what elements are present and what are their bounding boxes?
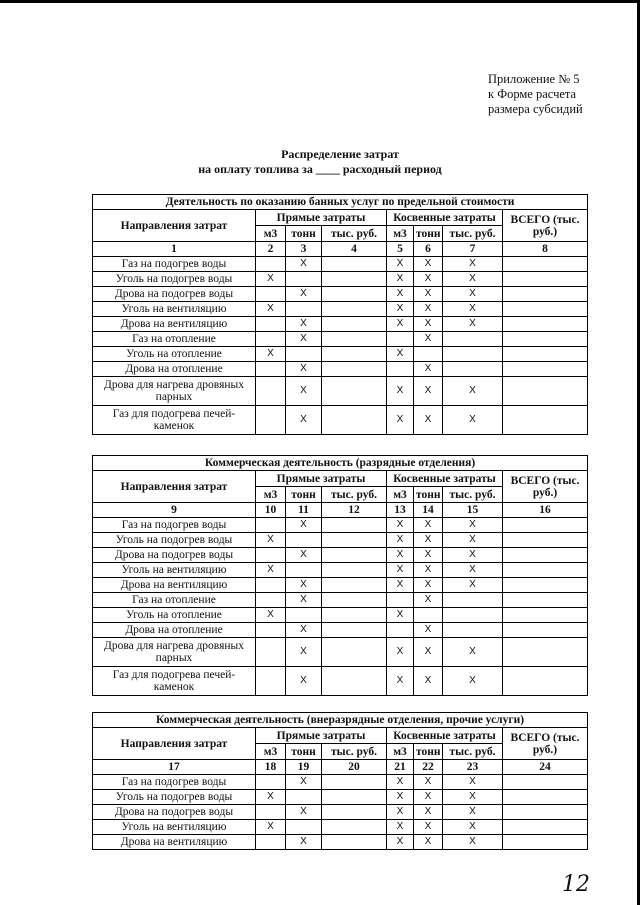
cell-tons: Х [286,257,322,272]
cell-i-rub: Х [443,257,503,272]
row-direction-label: Дрова на вентиляцию [93,578,256,593]
cell-i-tons: Х [414,332,443,347]
cell-i-tons: Х [414,667,443,696]
cell-tons [286,533,322,548]
cell-i-m3 [387,332,414,347]
cell-total [503,835,588,850]
cell-rub [322,317,387,332]
cell-total [503,608,588,623]
cell-i-tons: Х [414,593,443,608]
thousand-rub-header: тыс. руб. [443,744,503,760]
total-header: ВСЕГО (тыс. руб.) [503,471,588,503]
row-direction-label: Уголь на подогрев воды [93,790,256,805]
direct-costs-header: Прямые затраты [256,210,387,226]
cell-i-m3: Х [387,805,414,820]
table-row [93,518,588,533]
cell-i-rub [443,608,503,623]
cell-i-m3: Х [387,820,414,835]
cell-total [503,533,588,548]
cell-total [503,638,588,667]
thousand-rub-header: тыс. руб. [322,744,387,760]
cell-tons: Х [286,287,322,302]
cell-i-rub: Х [443,272,503,287]
tons-header: тонн [414,226,443,242]
cell-i-m3: Х [387,578,414,593]
table-row [93,623,588,638]
cell-i-tons: Х [414,548,443,563]
cell-i-m3: Х [387,287,414,302]
m3-header: м3 [387,226,414,242]
cell-tons: Х [286,332,322,347]
cell-i-rub: Х [443,287,503,302]
cell-tons [286,790,322,805]
cell-i-m3: Х [387,533,414,548]
column-number: 22 [414,760,443,775]
cell-i-m3: Х [387,608,414,623]
thousand-rub-header: тыс. руб. [322,226,387,242]
cell-m3 [256,593,286,608]
cell-m3 [256,578,286,593]
cell-total [503,332,588,347]
cell-i-rub: Х [443,790,503,805]
table-row [93,548,588,563]
table-row [93,608,588,623]
cell-tons [286,272,322,287]
cell-i-m3: Х [387,347,414,362]
cell-tons: Х [286,317,322,332]
cell-i-rub: Х [443,835,503,850]
column-numbers-row [93,242,588,257]
row-direction-label: Дрова на вентиляцию [93,835,256,850]
cost-table-2 [92,455,588,696]
cell-i-m3: Х [387,518,414,533]
cell-m3 [256,638,286,667]
section-title: Деятельность по оказанию банных услуг по предельной стоимости [93,195,588,210]
cell-tons: Х [286,548,322,563]
section-title: Коммерческая деятельность (разрядные отделения) [93,456,588,471]
m3-header: м3 [256,226,286,242]
cell-tons: Х [286,362,322,377]
cell-m3 [256,406,286,435]
table-row [93,835,588,850]
direction-header: Направления затрат [93,728,256,760]
document-title [0,147,640,177]
cell-tons: Х [286,775,322,790]
row-direction-label: Дрова на отопление [93,623,256,638]
cell-i-m3 [387,593,414,608]
row-direction-label: Уголь на отопление [93,347,256,362]
row-direction-label: Уголь на вентиляцию [93,302,256,317]
cell-i-tons: Х [414,623,443,638]
cell-m3 [256,623,286,638]
cell-tons: Х [286,835,322,850]
cell-m3: Х [256,820,286,835]
cell-m3: Х [256,302,286,317]
column-number: 7 [443,242,503,257]
m3-header: м3 [256,487,286,503]
cell-m3 [256,518,286,533]
cell-i-rub: Х [443,406,503,435]
cell-rub [322,563,387,578]
cell-m3: Х [256,533,286,548]
cell-i-tons: Х [414,257,443,272]
column-number: 18 [256,760,286,775]
direction-header: Направления затрат [93,210,256,242]
indirect-costs-header: Косвенные затраты [387,728,503,744]
cell-i-m3: Х [387,638,414,667]
column-number: 4 [322,242,387,257]
cell-m3 [256,548,286,563]
cell-total [503,805,588,820]
row-direction-label: Газ на подогрев воды [93,257,256,272]
column-number: 19 [286,760,322,775]
cell-i-rub [443,347,503,362]
cell-total [503,317,588,332]
cell-i-tons: Х [414,518,443,533]
cell-i-rub: Х [443,548,503,563]
cell-i-tons: Х [414,317,443,332]
cell-rub [322,775,387,790]
cell-i-tons: Х [414,272,443,287]
appendix-line-1: Приложение № 5 [488,72,580,86]
row-direction-label: Газ на отопление [93,593,256,608]
cell-m3: Х [256,347,286,362]
cell-rub [322,578,387,593]
cell-total [503,302,588,317]
cell-i-tons: Х [414,775,443,790]
row-direction-label: Дрова для нагрева дровяных парных [93,638,256,667]
column-number: 17 [93,760,256,775]
row-direction-label: Дрова на подогрев воды [93,548,256,563]
table-row [93,593,588,608]
row-direction-label: Дрова на подогрев воды [93,805,256,820]
cell-i-tons: Х [414,805,443,820]
cell-rub [322,302,387,317]
direction-header: Направления затрат [93,471,256,503]
cell-rub [322,362,387,377]
cell-m3 [256,835,286,850]
cell-i-tons [414,347,443,362]
cell-m3 [256,667,286,696]
table-row [93,362,588,377]
cell-total [503,272,588,287]
column-number: 15 [443,503,503,518]
cell-tons: Х [286,377,322,406]
cell-m3 [256,805,286,820]
cell-rub [322,257,387,272]
cell-rub [322,790,387,805]
row-direction-label: Газ на отопление [93,332,256,347]
tons-header: тонн [414,487,443,503]
column-number: 13 [387,503,414,518]
appendix-note [488,72,583,117]
column-number: 23 [443,760,503,775]
cell-i-m3 [387,362,414,377]
cell-i-tons: Х [414,362,443,377]
cell-m3 [256,362,286,377]
cell-i-tons: Х [414,533,443,548]
cell-i-rub: Х [443,667,503,696]
column-number: 12 [322,503,387,518]
thousand-rub-header: тыс. руб. [322,487,387,503]
table-row [93,820,588,835]
cell-i-m3: Х [387,563,414,578]
cell-m3 [256,287,286,302]
cell-i-rub: Х [443,518,503,533]
cell-tons: Х [286,805,322,820]
cell-i-rub: Х [443,302,503,317]
thousand-rub-header: тыс. руб. [443,487,503,503]
row-direction-label: Уголь на отопление [93,608,256,623]
cell-rub [322,347,387,362]
cell-i-m3 [387,623,414,638]
table-row [93,790,588,805]
tons-header: тонн [286,226,322,242]
cell-rub [322,820,387,835]
column-number: 8 [503,242,588,257]
cell-total [503,347,588,362]
row-direction-label: Уголь на подогрев воды [93,533,256,548]
cell-total [503,623,588,638]
cell-i-tons: Х [414,790,443,805]
cell-i-m3: Х [387,548,414,563]
column-number: 24 [503,760,588,775]
table-row [93,317,588,332]
cell-tons: Х [286,593,322,608]
cell-total [503,406,588,435]
column-number: 9 [93,503,256,518]
cell-tons [286,563,322,578]
column-number: 14 [414,503,443,518]
title-line-1: Распределение затрат [281,147,399,161]
cell-tons: Х [286,638,322,667]
column-number: 1 [93,242,256,257]
cell-i-tons: Х [414,377,443,406]
cell-i-tons: Х [414,563,443,578]
cell-m3 [256,377,286,406]
m3-header: м3 [256,744,286,760]
m3-header: м3 [387,487,414,503]
cell-i-rub: Х [443,805,503,820]
cell-total [503,377,588,406]
direct-costs-header: Прямые затраты [256,728,387,744]
row-direction-label: Дрова для нагрева дровяных парных [93,377,256,406]
cell-m3 [256,317,286,332]
appendix-line-2: к Форме расчета [488,87,577,101]
cell-i-m3: Х [387,835,414,850]
cell-total [503,775,588,790]
cell-total [503,593,588,608]
cell-rub [322,667,387,696]
tons-header: тонн [286,744,322,760]
column-number: 20 [322,760,387,775]
cell-rub [322,377,387,406]
cell-rub [322,548,387,563]
cell-i-m3: Х [387,257,414,272]
scan-edge-top [0,0,640,3]
cell-m3: Х [256,790,286,805]
row-direction-label: Газ на подогрев воды [93,518,256,533]
cell-i-rub [443,332,503,347]
cell-m3 [256,332,286,347]
m3-header: м3 [387,744,414,760]
cell-i-rub [443,362,503,377]
row-direction-label: Газ для подогрева печей-каменок [93,406,256,435]
cell-i-rub: Х [443,578,503,593]
cell-total [503,820,588,835]
cell-tons: Х [286,406,322,435]
cell-rub [322,608,387,623]
cell-i-tons: Х [414,578,443,593]
cell-rub [322,623,387,638]
indirect-costs-header: Косвенные затраты [387,471,503,487]
cost-table-3 [92,712,588,850]
row-direction-label: Уголь на вентиляцию [93,820,256,835]
cost-table-1 [92,194,588,435]
cell-i-m3: Х [387,775,414,790]
cell-i-tons: Х [414,302,443,317]
cell-i-rub [443,593,503,608]
table-row [93,533,588,548]
cell-rub [322,533,387,548]
column-number: 21 [387,760,414,775]
row-direction-label: Газ для подогрева печей-каменок [93,667,256,696]
column-number: 6 [414,242,443,257]
column-numbers-row [93,760,588,775]
table-row [93,332,588,347]
table-row [93,272,588,287]
column-numbers-row [93,503,588,518]
cell-i-tons [414,608,443,623]
cell-i-rub: Х [443,377,503,406]
appendix-line-3: размера субсидий [488,102,583,116]
table-row [93,377,588,406]
cell-rub [322,835,387,850]
cell-rub [322,406,387,435]
cell-i-rub: Х [443,563,503,578]
total-header: ВСЕГО (тыс. руб.) [503,728,588,760]
cell-tons [286,347,322,362]
cell-i-rub: Х [443,638,503,667]
column-number: 11 [286,503,322,518]
cell-tons: Х [286,578,322,593]
row-direction-label: Уголь на подогрев воды [93,272,256,287]
table-row [93,667,588,696]
cell-i-tons: Х [414,638,443,667]
row-direction-label: Уголь на вентиляцию [93,563,256,578]
cell-i-rub [443,623,503,638]
cell-m3: Х [256,563,286,578]
cell-i-tons: Х [414,406,443,435]
table-row [93,406,588,435]
row-direction-label: Дрова на вентиляцию [93,317,256,332]
column-number: 16 [503,503,588,518]
section-title: Коммерческая деятельность (внеразрядные отделения, прочие услуги) [93,713,588,728]
table-row [93,347,588,362]
column-number: 5 [387,242,414,257]
cell-rub [322,287,387,302]
table-row [93,638,588,667]
page-number: 12 [562,872,590,897]
cell-total [503,362,588,377]
total-header: ВСЕГО (тыс. руб.) [503,210,588,242]
cell-m3 [256,257,286,272]
cell-total [503,518,588,533]
cell-tons [286,820,322,835]
table-row [93,287,588,302]
cell-rub [322,272,387,287]
thousand-rub-header: тыс. руб. [443,226,503,242]
table-row [93,805,588,820]
cell-i-tons: Х [414,820,443,835]
tons-header: тонн [286,487,322,503]
cell-rub [322,805,387,820]
row-direction-label: Дрова на отопление [93,362,256,377]
cell-m3: Х [256,608,286,623]
cell-i-m3: Х [387,377,414,406]
cell-i-m3: Х [387,667,414,696]
cell-total [503,548,588,563]
cell-i-m3: Х [387,302,414,317]
cell-total [503,578,588,593]
cell-rub [322,518,387,533]
cell-i-tons: Х [414,835,443,850]
title-line-2: на оплату топлива за ____ расходный период [198,162,442,176]
cell-i-m3: Х [387,790,414,805]
row-direction-label: Газ на подогрев воды [93,775,256,790]
table-row [93,302,588,317]
table-row [93,563,588,578]
indirect-costs-header: Косвенные затраты [387,210,503,226]
table-row [93,578,588,593]
cell-i-tons: Х [414,287,443,302]
cell-total [503,257,588,272]
cell-m3: Х [256,272,286,287]
cell-total [503,790,588,805]
tons-header: тонн [414,744,443,760]
cell-tons: Х [286,518,322,533]
cell-i-rub: Х [443,533,503,548]
cell-i-m3: Х [387,317,414,332]
cell-m3 [256,775,286,790]
cell-tons: Х [286,623,322,638]
cell-total [503,667,588,696]
cell-total [503,287,588,302]
cell-rub [322,332,387,347]
column-number: 10 [256,503,286,518]
cell-rub [322,638,387,667]
row-direction-label: Дрова на подогрев воды [93,287,256,302]
cell-i-m3: Х [387,406,414,435]
cell-total [503,563,588,578]
table-row [93,775,588,790]
direct-costs-header: Прямые затраты [256,471,387,487]
cell-i-rub: Х [443,820,503,835]
cell-tons [286,302,322,317]
cell-i-rub: Х [443,775,503,790]
cell-i-m3: Х [387,272,414,287]
cell-tons [286,608,322,623]
cell-i-rub: Х [443,317,503,332]
cell-rub [322,593,387,608]
table-row [93,257,588,272]
column-number: 2 [256,242,286,257]
column-number: 3 [286,242,322,257]
cell-tons: Х [286,667,322,696]
